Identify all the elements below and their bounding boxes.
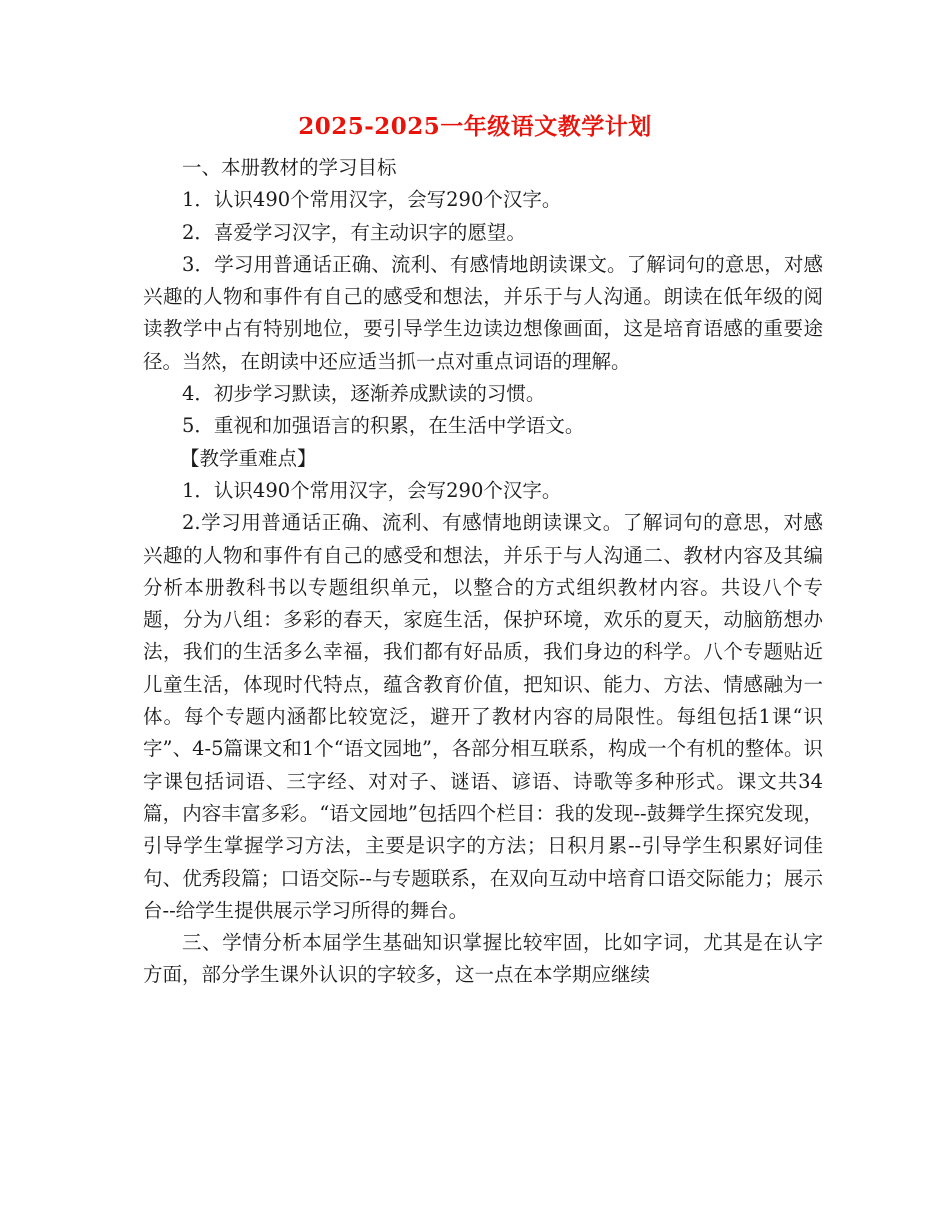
document-body bbox=[143, 152, 823, 992]
paragraph-goal-1: 1．认识490个常用汉字，会写290个汉字。 bbox=[182, 188, 562, 212]
paragraph-goal-5: 5．重视和加强语言的积累，在生活中学语文。 bbox=[182, 414, 585, 438]
paragraph-key-point-2: 2.学习用普通话正确、流利、有感情地朗读课文。了解词句的意思，对感兴趣的人物和事件有自己的感受和想法，并乐于与人沟通二、教材内容及其编分析本册教科书以专题组织单元，以整合的方式组织教材内容。共设八个专题，分为八组：多彩的春天，家庭生活，保护环境，欢乐的夏天，动脑筋想办法，我们的生活多么幸福，我们都有好品质，我们身边的科学。八个专题贴近儿童生活，体现时代特点，蕴含教育价值，把知识、能力、方法、情感融为一体。每个专题内涵都比较宽泛，避开了教材内容的局限性。每组包括1课“识字”、4-5篇课文和1个“语文园地”，各部分相互联系，构成一个有机的整体。识字课包括词语、三字经、对对子、谜语、谚语、诗歌等多种形式。课文共34篇，内容丰富多彩。“语文园地”包括四个栏目：我的发现--鼓舞学生探究发现，引导学生掌握学习方法，主要是识字的方法；日积月累--引导学生积累好词佳句、优秀段篇；口语交际--与专题联系，在双向互动中培育口语交际能力；展示台--给学生提供展示学习所得的舞台。 bbox=[143, 511, 823, 922]
paragraph-goal-3: 3．学习用普通话正确、流利、有感情地朗读课文。了解词句的意思，对感兴趣的人物和事件有自己的感受和想法，并乐于与人沟通。朗读在低年级的阅读教学中占有特别地位，要引导学生边读边想像画面，这是培育语感的重要途径。当然，在朗读中还应适当抓一点对重点词语的理解。 bbox=[143, 252, 823, 373]
paragraph-goal-2: 2．喜爱学习汉字，有主动识字的愿望。 bbox=[182, 220, 526, 244]
paragraph-section-3: 三、学情分析本届学生基础知识掌握比较牢固，比如字词，尤其是在认字方面，部分学生课外认识的字较多，这一点在本学期应继续 bbox=[143, 931, 823, 987]
paragraph-key-point-1: 1．认识490个常用汉字，会写290个汉字。 bbox=[182, 478, 562, 502]
document-title: 2025-2025一年级语文教学计划 bbox=[298, 113, 652, 140]
paragraph-key-points-heading: 【教学重难点】 bbox=[180, 446, 317, 470]
paragraph-goal-4: 4．初步学习默读，逐渐养成默读的习惯。 bbox=[182, 382, 546, 406]
paragraph-section-1-heading: 一、本册教材的学习目标 bbox=[182, 156, 397, 179]
